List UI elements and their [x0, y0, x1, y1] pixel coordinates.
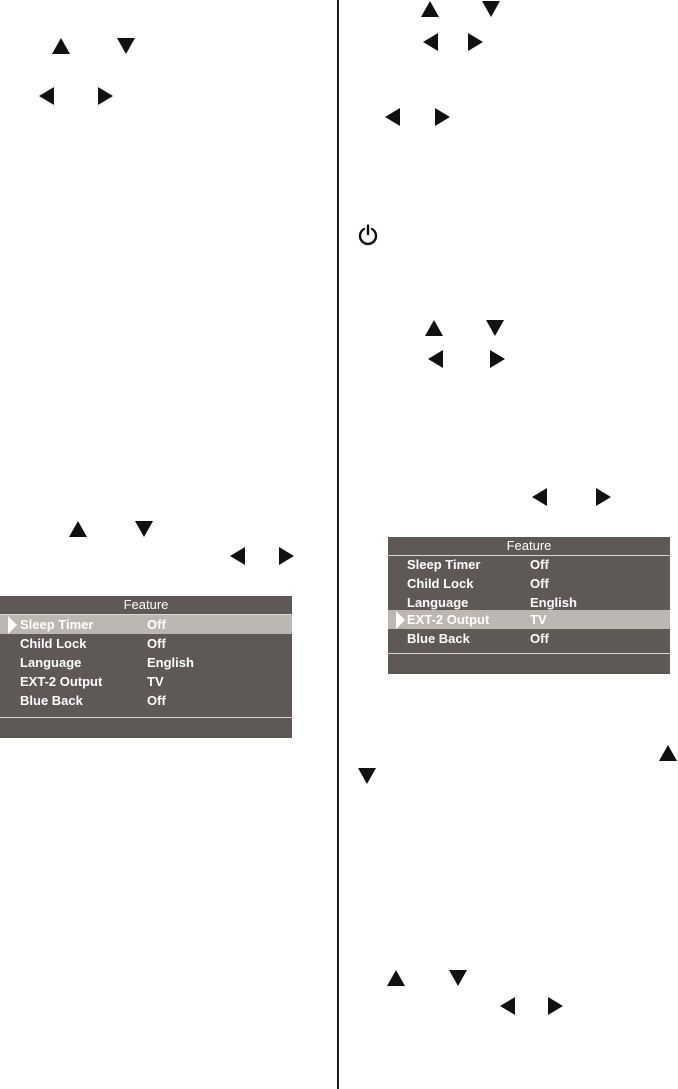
row-value: TV: [530, 612, 547, 627]
row-label: Child Lock: [407, 576, 474, 591]
right-arrow-icon: [435, 108, 450, 126]
right-arrow-icon: [548, 997, 563, 1015]
left-arrow-icon: [532, 488, 547, 506]
row-label: Child Lock: [20, 636, 87, 651]
right-arrow-icon: [490, 350, 505, 368]
row-value: Off: [147, 636, 166, 651]
feature-menu-right: [388, 537, 670, 674]
row-value: Off: [147, 617, 166, 632]
selection-pointer-icon: [8, 616, 17, 634]
row-label: Blue Back: [20, 693, 83, 708]
down-arrow-icon: [482, 1, 500, 17]
left-arrow-icon: [39, 87, 54, 105]
column-divider: [337, 0, 339, 1089]
down-arrow-icon: [117, 38, 135, 54]
power-icon: [357, 224, 379, 246]
row-value: Off: [147, 693, 166, 708]
menu-row-blue-back[interactable]: [388, 629, 670, 648]
menu-title: Feature: [0, 596, 292, 615]
menu-row-child-lock[interactable]: [0, 634, 292, 653]
menu-row-blue-back[interactable]: [0, 691, 292, 710]
menu-title: Feature: [388, 537, 670, 556]
menu-row-language[interactable]: [0, 653, 292, 672]
up-arrow-icon: [659, 745, 677, 761]
row-value: Off: [530, 557, 549, 572]
menu-row-ext2-output[interactable]: [0, 672, 292, 691]
menu-row-ext2-output[interactable]: [388, 610, 670, 629]
up-arrow-icon: [421, 1, 439, 17]
row-value: English: [530, 595, 577, 610]
row-value: English: [147, 655, 194, 670]
up-arrow-icon: [69, 521, 87, 537]
row-value: TV: [147, 674, 164, 689]
selection-pointer-icon: [396, 611, 405, 629]
left-arrow-icon: [385, 108, 400, 126]
right-arrow-icon: [98, 87, 113, 105]
row-label: EXT-2 Output: [20, 674, 103, 689]
row-label: EXT-2 Output: [407, 612, 490, 627]
down-arrow-icon: [449, 970, 467, 986]
left-arrow-icon: [230, 547, 245, 565]
menu-footer-line: [388, 653, 670, 654]
menu-row-sleep-timer[interactable]: [0, 615, 292, 634]
menu-row-sleep-timer[interactable]: [388, 555, 670, 574]
row-label: Blue Back: [407, 631, 470, 646]
left-arrow-icon: [428, 350, 443, 368]
down-arrow-icon: [358, 768, 376, 784]
feature-menu-left: [0, 596, 292, 738]
right-arrow-icon: [596, 488, 611, 506]
row-label: Sleep Timer: [407, 557, 481, 572]
row-label: Sleep Timer: [20, 617, 94, 632]
left-arrow-icon: [500, 997, 515, 1015]
menu-footer-line: [0, 717, 292, 718]
menu-row-child-lock[interactable]: [388, 574, 670, 593]
row-value: Off: [530, 576, 549, 591]
down-arrow-icon: [135, 521, 153, 537]
left-arrow-icon: [423, 33, 438, 51]
up-arrow-icon: [387, 970, 405, 986]
up-arrow-icon: [52, 38, 70, 54]
right-arrow-icon: [279, 547, 294, 565]
row-label: Language: [407, 595, 469, 610]
right-arrow-icon: [468, 33, 483, 51]
up-arrow-icon: [425, 320, 443, 336]
down-arrow-icon: [486, 320, 504, 336]
row-label: Language: [20, 655, 82, 670]
row-value: Off: [530, 631, 549, 646]
